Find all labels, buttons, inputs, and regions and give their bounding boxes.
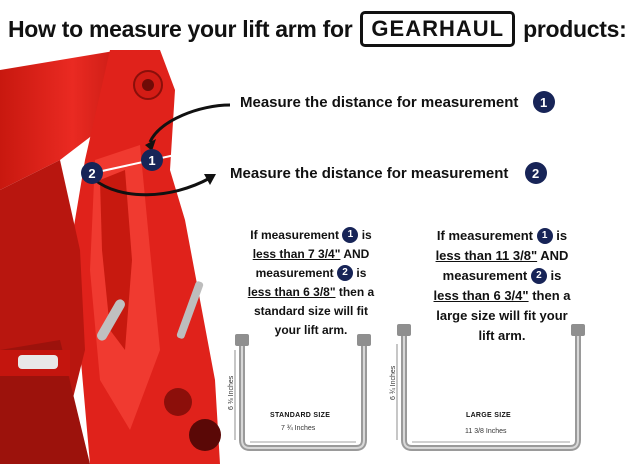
large-m2-value: less than 6 3/4" bbox=[433, 288, 529, 303]
large-line-3 bbox=[418, 266, 586, 286]
large-line-6: lift arm. bbox=[478, 328, 526, 343]
standard-line1-b: is bbox=[361, 228, 372, 242]
measurement-1-instruction bbox=[240, 92, 555, 114]
measurement-1-text: Measure the distance for measurement bbox=[240, 93, 519, 111]
large-m1-value: less than 11 3/8" bbox=[435, 248, 538, 263]
standard-line-5: standard size will fit bbox=[253, 304, 369, 318]
photo-badge-2: 2 bbox=[81, 162, 103, 184]
large-height-label: 6 ¾ Inches bbox=[390, 365, 397, 400]
standard-line-6: your lift arm. bbox=[274, 323, 348, 337]
measurement-2-badge: 2 bbox=[525, 162, 547, 184]
large-line3-b: is bbox=[550, 268, 562, 283]
standard-line-2 bbox=[236, 245, 386, 264]
brand-logo: GEARHAUL bbox=[360, 11, 515, 47]
standard-line4-tail: then a bbox=[338, 285, 375, 299]
page-title bbox=[8, 10, 626, 48]
standard-size-label: STANDARD SIZE bbox=[270, 412, 331, 419]
standard-and: AND bbox=[343, 247, 370, 261]
large-badge-1: 1 bbox=[537, 228, 553, 244]
standard-height-label: 6 ⅜ Inches bbox=[228, 375, 235, 410]
standard-width-label: 7 ¾ Inches bbox=[281, 425, 316, 432]
standard-badge-1: 1 bbox=[342, 227, 358, 243]
large-line3-a: measurement bbox=[442, 268, 528, 283]
standard-u-bolt bbox=[230, 332, 380, 454]
lift-arm-photo bbox=[0, 50, 240, 464]
standard-line3-b: is bbox=[356, 266, 367, 280]
large-width-label: 11 3/8 Inches bbox=[465, 428, 507, 435]
measurement-2-text: Measure the distance for measurement bbox=[230, 164, 509, 182]
large-line1-b: is bbox=[556, 228, 568, 243]
large-and: AND bbox=[540, 248, 569, 263]
large-line1-a: If measurement bbox=[436, 228, 533, 243]
standard-line1-a: If measurement bbox=[250, 228, 339, 242]
standard-m2-value: less than 6 3/8" bbox=[247, 285, 336, 299]
standard-line-4 bbox=[236, 283, 386, 302]
standard-m1-value: less than 7 3/4" bbox=[252, 247, 341, 261]
standard-size-info bbox=[236, 226, 386, 340]
large-line-4 bbox=[418, 286, 586, 306]
large-badge-2: 2 bbox=[531, 268, 547, 284]
photo-badge-1: 1 bbox=[141, 149, 163, 171]
large-size-label: LARGE SIZE bbox=[466, 412, 512, 419]
measurement-1-badge: 1 bbox=[533, 91, 555, 113]
large-line4-tail: then a bbox=[532, 288, 571, 303]
standard-line-3 bbox=[236, 264, 386, 283]
large-line-2 bbox=[418, 246, 586, 266]
standard-line3-a: measurement bbox=[255, 266, 334, 280]
title-text: How to measure your lift arm for bbox=[8, 15, 353, 42]
measurement-2-instruction bbox=[230, 163, 547, 185]
large-line-5: large size will fit your bbox=[436, 308, 568, 323]
standard-line-1 bbox=[236, 226, 386, 245]
large-line-1 bbox=[418, 226, 586, 246]
standard-badge-2: 2 bbox=[337, 265, 353, 281]
title-suffix: products: bbox=[523, 15, 626, 42]
